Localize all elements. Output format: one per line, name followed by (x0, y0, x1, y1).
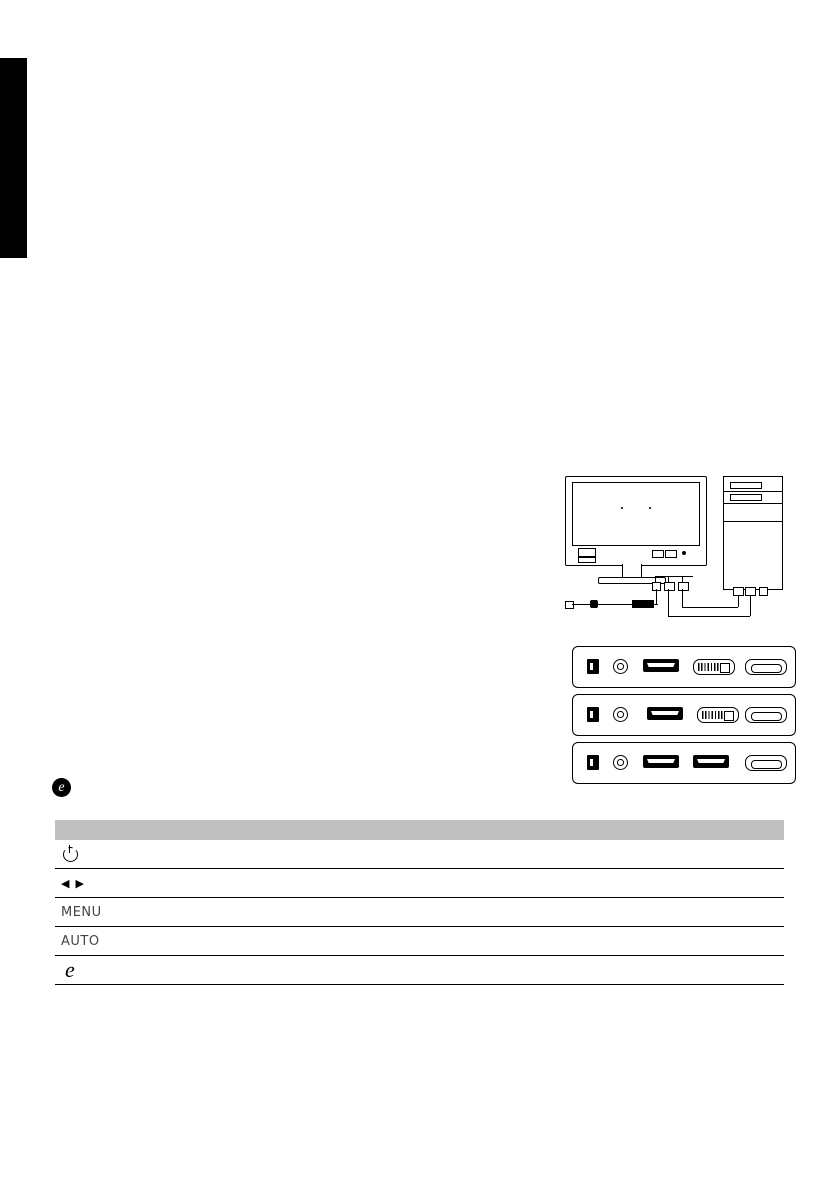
power-cable (656, 589, 657, 604)
empowering-key-icon: e (65, 957, 75, 982)
monitor-cable-run (655, 576, 693, 577)
table-row (55, 927, 784, 956)
page-edge-tab (0, 58, 27, 258)
dvi-pin-block (702, 711, 724, 719)
monitor-pc-connection-diagram (560, 476, 806, 796)
audio-in-port (613, 755, 628, 770)
pc-rear-connector (745, 587, 756, 596)
header-cell-description (133, 820, 784, 840)
vga-port (745, 707, 787, 723)
signal-cable (668, 589, 669, 616)
screen-dot (649, 507, 651, 509)
power-port (587, 755, 599, 770)
monitor-cable-run (682, 576, 683, 582)
dvi-cross-block (724, 711, 734, 721)
lcd-monitor (565, 476, 707, 566)
power-port (587, 707, 599, 722)
hdmi-port-2 (693, 755, 729, 768)
power-led (682, 551, 686, 555)
power-cable (572, 604, 590, 605)
monitor-screen (572, 482, 700, 546)
power-icon (63, 845, 78, 860)
row-label (133, 898, 784, 927)
hdmi-port (643, 659, 679, 672)
pc-rear-connector (759, 587, 768, 596)
tower-divider (724, 503, 782, 504)
monitor-cable-run (655, 576, 656, 582)
vga-pin-block (751, 712, 782, 721)
vga-port (745, 755, 787, 771)
dvi-cross-block (720, 663, 730, 673)
signal-cable (668, 616, 750, 617)
row-label (133, 840, 784, 869)
row-label (133, 956, 784, 985)
arrows-icon-cell (55, 869, 133, 898)
left-right-arrows-icon: ◀▶ (61, 877, 90, 890)
tower-drive-slot (730, 494, 762, 501)
signal-cable (682, 589, 683, 607)
hdmi-port (643, 755, 679, 768)
audio-in-port (613, 659, 628, 674)
tower-drive-slot (730, 482, 762, 489)
power-plug-head (590, 600, 598, 608)
vga-port (745, 659, 787, 675)
monitor-stand-neck (622, 564, 642, 578)
monitor-cable-run (668, 576, 669, 582)
io-panel-variant-1 (572, 646, 796, 688)
hdmi-port (647, 707, 683, 720)
row-label (133, 869, 784, 898)
tower-divider (724, 521, 782, 522)
pc-rear-connector (733, 587, 744, 596)
osd-button-2 (578, 557, 596, 563)
screen-dot (621, 507, 623, 509)
vga-pin-block (751, 760, 782, 769)
table-row (55, 840, 784, 869)
controls-table (55, 820, 784, 985)
vga-pin-block (751, 664, 782, 673)
osd-button-3 (652, 550, 664, 558)
osd-button-4 (665, 550, 677, 558)
monitor-rear-connector (678, 582, 689, 591)
osd-button-1 (578, 548, 596, 557)
menu-icon-cell (55, 898, 133, 927)
power-cable (654, 604, 658, 605)
power-port (587, 659, 599, 674)
table-row (55, 898, 784, 927)
signal-cable (682, 607, 738, 608)
io-panel-variant-2 (572, 694, 796, 736)
table-row (55, 869, 784, 898)
power-icon-cell (55, 840, 133, 869)
table-header-row (55, 820, 784, 840)
dvi-pin-block (698, 663, 720, 671)
auto-icon-cell (55, 927, 133, 956)
header-cell-icon (55, 820, 133, 840)
table-row (55, 956, 784, 985)
audio-in-port (613, 707, 628, 722)
io-panel-variant-3 (572, 742, 796, 784)
tower-divider (724, 491, 782, 492)
monitor-rear-connector (664, 582, 675, 591)
signal-cable (750, 594, 751, 616)
desktop-pc-tower (723, 476, 783, 590)
row-label (133, 927, 784, 956)
menu-icon: MENU (61, 904, 102, 920)
acer-logo-icon: e (52, 778, 71, 797)
auto-icon: AUTO (61, 933, 100, 949)
power-connector-block (632, 600, 654, 608)
empowering-key-icon-cell (55, 956, 133, 985)
power-cable (598, 604, 632, 605)
